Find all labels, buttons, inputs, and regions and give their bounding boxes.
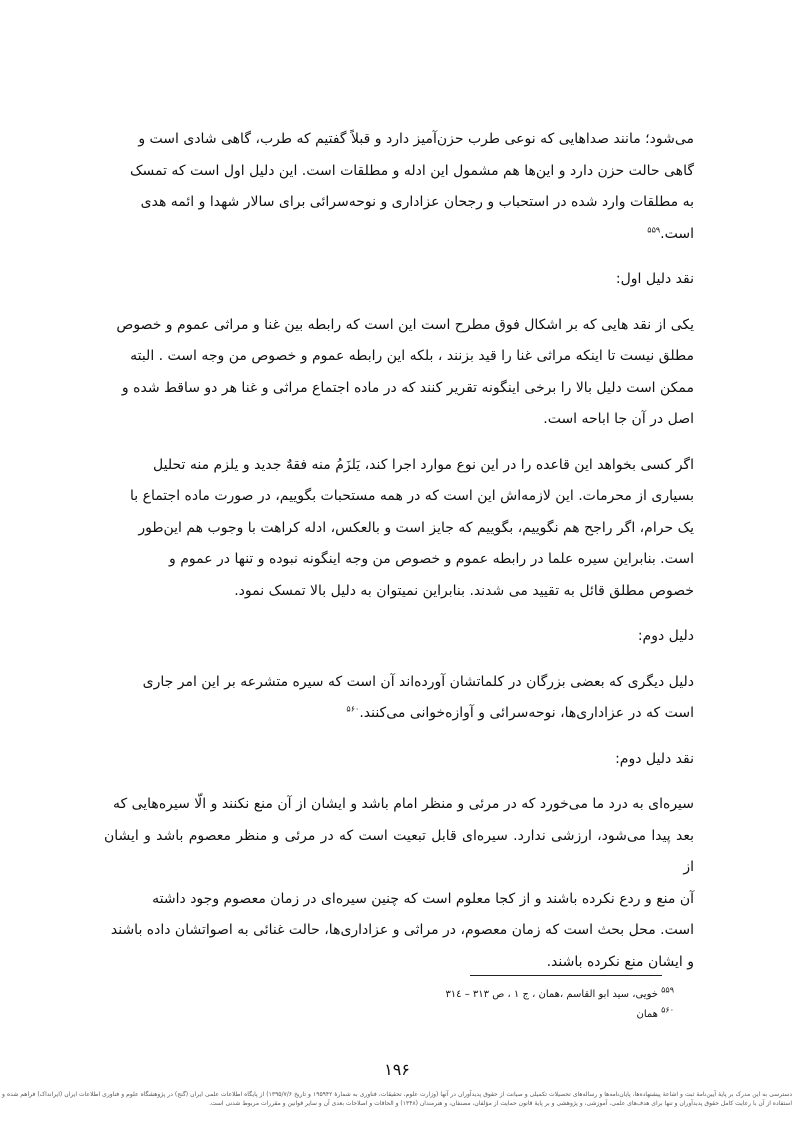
- text-line: است. محل بحث است که زمان معصوم، در مراثی و عزاداری‌ها، حالت غنائی به اصواتشان داده باشند: [110, 922, 694, 938]
- text-line: می‌شود؛ مانند صداهایی که نوعی طرب حزن‌آمیز دارد و قبلاً گفتیم که طرب، گاهی شادی است و: [138, 131, 694, 147]
- footnote-number: ۵۶۰: [661, 1005, 674, 1015]
- paragraph-5: [104, 789, 694, 978]
- paragraph-1: [104, 124, 694, 250]
- text-line: اگر کسی بخواهد این قاعده را در این نوع موارد اجرا کند، یَلزَمُ منه فقهٌ جدید و یلزم منه تحلیل: [153, 456, 694, 473]
- section-heading: نقد دلیل دوم:: [615, 750, 694, 767]
- text-line: مطلق نیست تا اینکه مراثی غنا را قید بزنند ، بلکه این رابطه عموم و خصوص من وجه است . البته: [130, 348, 694, 364]
- paragraph-4: [104, 667, 694, 730]
- text-line: به مطلقات وارد شده در استحباب و رجحان عزاداری و نوحه‌سرائی برای سالار شهدا و ائمه هدی: [140, 194, 694, 210]
- footnote-text: خویی، سید ابو القاسم ،همان ، ج ۱ ، ص ۳۱۳ – ۳۱٤: [445, 989, 662, 1000]
- section-heading: نقد دلیل اول:: [615, 271, 694, 287]
- text-line: آن منع و ردع نکرده باشند و از کجا معلوم است که چنین سیره‌ای در زمان معصوم وجود داشته: [152, 890, 694, 907]
- text-line: است. بنابراین سیره علما در رابطه عموم و خصوص من وجه اینگونه نبوده و تنها در عموم و: [169, 551, 694, 567]
- text-line: یکی از نقد هایی که بر اشکال فوق مطرح است این است که رابطه بین غنا و مراثی عموم و خصوص: [116, 316, 694, 333]
- copyright-notice: دسترسی به این مدرک بر پایهٔ آیین‌نامهٔ ثبت و اشاعهٔ پیشنهاده‌ها، پایان‌نامه‌ها و رساله‌های تحصیلات تکمیلی و صیانت از حقوق پدیدآوران در آنها (وزارت علوم، تحقیقات، فناوری به شمارهٔ ۱۹۵۹۴۲ و تاریخ ۱۳۹۵/۷/۶) از پایگاه اطلاعات علمی ایران (گنج) در پژوهشگاه علوم و فناوری اطلاعات ایران (ایرانداک) فراهم شده و استفاده از آن با رعایت کامل حقوق پدیدآوران و تنها برای هدف‌های علمی، آموزشی، و پژوهشی و بر پایهٔ قانون حمایت از مؤلفان، مصنفان، و هنرمندان (۱۳۴۸) و الحاقات و اصلاحات بعدی آن و سایر قوانین و مقررات مربوط شدنی است.: [2, 1091, 792, 1107]
- paragraph-2: [104, 310, 694, 436]
- text-line: اصل در آن جا اباحه است.: [543, 411, 694, 427]
- footnote-text: همان: [636, 1009, 662, 1020]
- text-line: یک حرام، اگر راجح هم نگوییم، بگوییم که جایز است و بالعکس، ادله کراهت با وجوب هم این‌طور: [138, 519, 694, 536]
- text-line: سیره‌ای به درد ما می‌خورد که در مرئی و منظر امام باشد و ایشان از آن منع نکنند و الّا سیره‌هایی که: [112, 796, 694, 812]
- footnote-ref[interactable]: ۵۶۰: [346, 704, 360, 714]
- text-line: [104, 219, 694, 251]
- text-line: گاهی حالت حزن دارد و این‌ها هم مشمول این ادله و مطلقات است. این دلیل اول است که تمسک: [129, 162, 694, 179]
- body-text: [104, 124, 694, 978]
- page-number: ۱۹۶: [384, 1060, 410, 1079]
- paragraph-3: [104, 450, 694, 608]
- text-line: خصوص مطلق قائل به تقیید می شدند. بنابراین نمیتوان به دلیل بالا تمسک نمود.: [234, 582, 694, 599]
- text-line: [104, 698, 694, 730]
- footnote-number: ۵۵۹: [661, 985, 674, 995]
- footnote: [300, 985, 674, 1005]
- text-line-end: است که در عزاداری‌ها، نوحه‌سرائی و آوازه‌خوانی می‌کنند.: [359, 705, 694, 721]
- section-heading: دلیل دوم:: [637, 628, 694, 644]
- text-line-end: است.: [660, 225, 694, 242]
- footnote-divider: [470, 975, 662, 976]
- text-line: و ایشان منع نکرده باشند.: [546, 953, 694, 970]
- footnotes: [300, 985, 674, 1025]
- text-line: ممکن است دلیل بالا را برخی اینگونه تقریر کنند که در ماده اجتماع مراثی و غنا هر دو ساقط شده و: [121, 379, 694, 396]
- footnote-ref[interactable]: ۵۵۹: [647, 224, 661, 234]
- footnote: [300, 1005, 674, 1025]
- text-line: دلیل دیگری که بعضی بزرگان در کلماتشان آورده‌اند آن است که سیره متشرعه بر این امر جاری: [142, 673, 694, 690]
- text-line: بسیاری از محرمات. این لازمه‌اش این است که در همه مستحبات بگوییم، در صورت ماده اجتماع با: [129, 488, 694, 504]
- text-line: بعد پیدا می‌شود، ارزشی ندارد. سیره‌ای قابل تبعیت است که در مرئی و منظر معصوم باشد و ایشان از: [104, 827, 694, 875]
